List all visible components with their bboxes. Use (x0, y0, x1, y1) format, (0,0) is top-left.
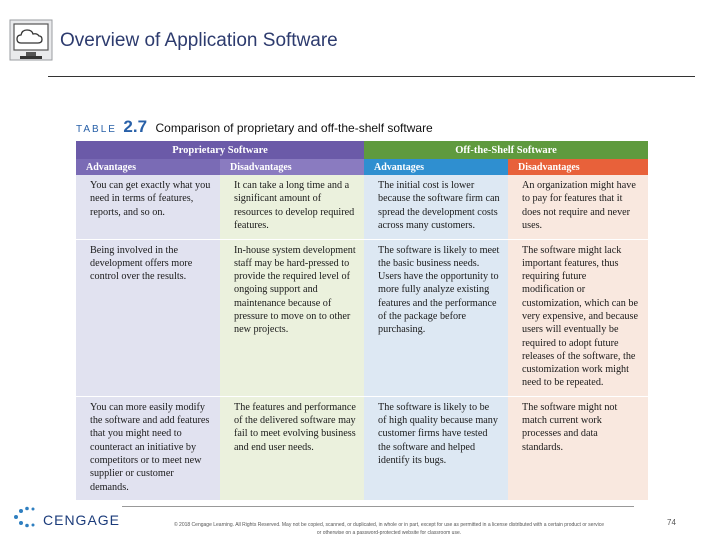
table-row (76, 396, 648, 500)
table-caption-text: Comparison of proprietary and off-the-shelf software (155, 121, 433, 135)
table-cell: In-house system development staff may be hard-pressed to provide the required level of ongoing support and maintenance because of pressure to move on to other new projects. (220, 239, 364, 396)
table-cell: You can get exactly what you need in terms of features, reports, and so on. (76, 175, 220, 239)
table-row (76, 239, 648, 396)
column-header-off-the-shelf-advantages: Advantages (364, 159, 508, 175)
table-caption (76, 117, 433, 137)
table-cell: You can more easily modify the software and add features that you might need to counteract an initiative by competitors or to meet new supplier or customer demands. (76, 396, 220, 500)
table-cell: It can take a long time and a significant amount of resources to develop required features. (220, 175, 364, 239)
table-cell: The software might not match current work processes and data standards. (508, 396, 648, 500)
table-cell: The features and performance of the delivered software may fail to meet evolving business and end user needs. (220, 396, 364, 500)
footer-divider (122, 506, 634, 507)
column-header-proprietary-advantages: Advantages (76, 159, 220, 175)
cengage-logo (12, 506, 120, 533)
table-cell: The initial cost is lower because the software firm can spread the development costs across many customers. (364, 175, 508, 239)
column-header-proprietary-disadvantages: Disadvantages (220, 159, 364, 175)
table-cell: The software might lack important features, thus requiring future modification or customization, which can be very expensive, and because users will eventually be required to adopt future releases of the software, the customization work might need to be repeated. (508, 239, 648, 396)
table-caption-number: 2.7 (123, 117, 148, 136)
table-caption-label: TABLE (76, 124, 117, 135)
group-header-proprietary: Proprietary Software (76, 141, 364, 159)
cengage-logo-icon (12, 506, 38, 533)
column-header-off-the-shelf-disadvantages: Disadvantages (508, 159, 648, 175)
table-cell: The software is likely to meet the basic business needs. Users have the opportunity to more fully analyze existing features and the performance of the package before purchasing. (364, 239, 508, 396)
copyright-line: © 2018 Cengage Learning. All Rights Reserved. May not be copied, scanned, or duplicated, in whole or in part, except for use as permitted in a license distributed with a certain product or service (173, 522, 605, 528)
table-row (76, 175, 648, 239)
cengage-brand-text: CENGAGE (43, 511, 121, 528)
slide-title: Overview of Application Software (60, 30, 338, 51)
copyright-line: or otherwise on a password-protected website for classroom use. (316, 530, 462, 536)
title-divider (48, 76, 695, 77)
page-number: 74 (667, 518, 676, 527)
table-cell: The software is likely to be of high quality because many customer firms have tested the software and helped identify its bugs. (364, 396, 508, 500)
comparison-table (76, 141, 648, 500)
copyright-notice (124, 521, 654, 537)
table-cell: Being involved in the development offers more control over the results. (76, 239, 220, 396)
group-header-off-the-shelf: Off-the-Shelf Software (364, 141, 648, 159)
table-cell: An organization might have to pay for features that it does not require and never uses. (508, 175, 648, 239)
cloud-computer-icon (6, 16, 56, 68)
